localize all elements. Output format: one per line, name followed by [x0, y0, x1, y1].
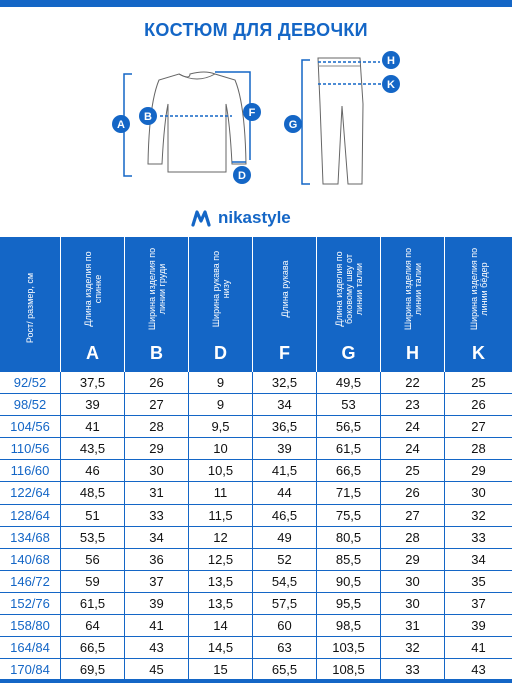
- column-header-label: Ширина изделия по линии талии: [402, 247, 423, 330]
- size-cell: 92/52: [13, 375, 47, 390]
- measure-cell: 85,5: [316, 549, 380, 571]
- marker-h: H: [387, 55, 395, 67]
- column-header-label: Ширина изделия по линии груди: [146, 247, 167, 330]
- measure-cell: 30: [444, 482, 512, 504]
- size-cell: 152/76: [10, 595, 50, 611]
- measure-cell: 41: [444, 637, 512, 659]
- measure-cell: 51: [60, 505, 124, 527]
- size-table: [0, 237, 512, 683]
- measure-cell: 53: [316, 394, 380, 416]
- measure-cell: 12,5: [188, 549, 252, 571]
- measure-cell: 13,5: [188, 571, 252, 593]
- measure-cell: 54,5: [252, 571, 316, 593]
- measure-cell: 53,5: [60, 527, 124, 549]
- column-letter: D: [214, 343, 227, 363]
- measure-cell: 56,5: [316, 416, 380, 438]
- measure-cell: 30: [380, 593, 444, 615]
- measure-cell: 36: [124, 549, 188, 571]
- measure-cell: 66,5: [316, 460, 380, 482]
- size-cell: 170/84: [10, 662, 50, 678]
- table-row: [0, 416, 512, 438]
- measure-cell: 48,5: [60, 482, 124, 504]
- measure-cell: 39: [444, 615, 512, 637]
- measure-cell: 90,5: [316, 571, 380, 593]
- column-header: [316, 237, 380, 372]
- table-row: [0, 637, 512, 659]
- measure-cell: 39: [252, 438, 316, 460]
- column-header: [124, 237, 188, 372]
- measure-cell: 24: [380, 438, 444, 460]
- column-letter: F: [279, 343, 290, 363]
- column-header: [0, 237, 60, 372]
- measure-cell: 31: [380, 615, 444, 637]
- measure-cell: 27: [380, 505, 444, 527]
- measure-cell: 71,5: [316, 482, 380, 504]
- column-header: [380, 237, 444, 372]
- measure-cell: 46,5: [252, 505, 316, 527]
- measure-cell: 29: [380, 549, 444, 571]
- marker-f: F: [248, 107, 256, 119]
- marker-k: K: [387, 79, 395, 91]
- marker-g: G: [288, 119, 298, 131]
- measure-cell: 33: [124, 505, 188, 527]
- measure-cell: 26: [124, 372, 188, 394]
- column-letter: A: [86, 343, 99, 363]
- size-cell: 158/80: [10, 618, 50, 634]
- measure-cell: 29: [124, 438, 188, 460]
- table-row: [0, 482, 512, 504]
- measure-cell: 34: [124, 527, 188, 549]
- measure-cell: 28: [124, 416, 188, 438]
- measure-cell: 27: [444, 416, 512, 438]
- measure-cell: 66,5: [60, 637, 124, 659]
- column-header-label: Ширина рукава по низу: [210, 250, 231, 327]
- measure-cell: 32: [444, 505, 512, 527]
- measure-cell: 41: [124, 615, 188, 637]
- measure-cell: 10,5: [188, 460, 252, 482]
- size-cell: 116/60: [10, 463, 50, 479]
- measure-cell: 37: [124, 571, 188, 593]
- column-header: [252, 237, 316, 372]
- measure-cell: 27: [124, 394, 188, 416]
- measure-cell: 33: [380, 659, 444, 681]
- measure-cell: 10: [188, 438, 252, 460]
- measure-cell: 11,5: [188, 505, 252, 527]
- measure-cell: 29: [444, 460, 512, 482]
- measure-cell: 25: [380, 460, 444, 482]
- table-row: [0, 372, 512, 394]
- table-row: [0, 394, 512, 416]
- column-header-label: Длина рукава: [279, 259, 290, 318]
- measure-cell: 22: [380, 372, 444, 394]
- measure-cell: 49,5: [316, 372, 380, 394]
- measure-cell: 32,5: [252, 372, 316, 394]
- measure-cell: 80,5: [316, 527, 380, 549]
- size-cell: 134/68: [10, 529, 50, 545]
- table-row: [0, 615, 512, 637]
- measure-cell: 59: [60, 571, 124, 593]
- measure-cell: 23: [380, 394, 444, 416]
- measure-cell: 9: [188, 394, 252, 416]
- measure-cell: 56: [60, 549, 124, 571]
- measure-cell: 103,5: [316, 637, 380, 659]
- measure-cell: 64: [60, 615, 124, 637]
- measure-cell: 26: [380, 482, 444, 504]
- measure-cell: 60: [252, 615, 316, 637]
- measure-cell: 24: [380, 416, 444, 438]
- measure-cell: 69,5: [60, 659, 124, 681]
- measure-cell: 46: [60, 460, 124, 482]
- measure-cell: 32: [380, 637, 444, 659]
- table-row: [0, 527, 512, 549]
- column-letter: B: [150, 343, 163, 363]
- measure-cell: 34: [444, 549, 512, 571]
- measure-cell: 45: [124, 659, 188, 681]
- garment-diagram: [0, 44, 512, 204]
- measure-cell: 9,5: [188, 416, 252, 438]
- measure-cell: 108,5: [316, 659, 380, 681]
- measure-cell: 37,5: [60, 372, 124, 394]
- measure-cell: 61,5: [316, 438, 380, 460]
- brand-name: nikastyle: [218, 208, 291, 227]
- measure-cell: 49: [252, 527, 316, 549]
- bottom-stripe: [0, 679, 512, 683]
- size-cell: 164/84: [10, 640, 50, 656]
- measure-cell: 57,5: [252, 593, 316, 615]
- measure-cell: 65,5: [252, 659, 316, 681]
- measure-cell: 44: [252, 482, 316, 504]
- measure-cell: 31: [124, 482, 188, 504]
- column-header: [444, 237, 512, 372]
- size-cell: 140/68: [10, 551, 50, 567]
- brand-mark-icon: [190, 207, 212, 229]
- measure-cell: 34: [252, 394, 316, 416]
- size-cell: 128/64: [10, 507, 50, 523]
- measure-cell: 14: [188, 615, 252, 637]
- size-cell: 122/64: [10, 485, 50, 501]
- column-letter: K: [472, 343, 485, 363]
- measure-cell: 30: [124, 460, 188, 482]
- table-row: [0, 505, 512, 527]
- size-cell: 110/56: [10, 441, 50, 457]
- measure-cell: 98,5: [316, 615, 380, 637]
- table-header: [0, 237, 512, 372]
- column-letter: H: [406, 343, 419, 363]
- marker-a: A: [117, 119, 125, 131]
- table-row: [0, 593, 512, 615]
- size-cell: 104/56: [10, 419, 50, 435]
- brand-logo: [190, 205, 291, 231]
- column-header-label: Рост/ размер, см: [25, 272, 35, 343]
- table-row: [0, 549, 512, 571]
- measure-cell: 75,5: [316, 505, 380, 527]
- measure-cell: 37: [444, 593, 512, 615]
- marker-d: D: [238, 170, 246, 182]
- measure-cell: 95,5: [316, 593, 380, 615]
- measure-cell: 28: [444, 438, 512, 460]
- measure-cell: 36,5: [252, 416, 316, 438]
- measure-cell: 15: [188, 659, 252, 681]
- column-letter: G: [341, 343, 356, 363]
- measure-cell: 28: [380, 527, 444, 549]
- measure-cell: 13,5: [188, 593, 252, 615]
- measure-cell: 39: [60, 394, 124, 416]
- measure-cell: 33: [444, 527, 512, 549]
- measure-cell: 26: [444, 394, 512, 416]
- size-cell: 98/52: [13, 397, 47, 413]
- column-header: [188, 237, 252, 372]
- measure-cell: 43: [124, 637, 188, 659]
- column-header-label: Длина изделия по спинке: [82, 250, 103, 327]
- column-header-label: Ширина изделия по линии бёдер: [468, 247, 489, 330]
- measure-cell: 9: [188, 372, 252, 394]
- size-cell: 146/72: [10, 573, 50, 589]
- page-title: КОСТЮМ ДЛЯ ДЕВОЧКИ: [144, 20, 368, 40]
- measure-cell: 41,5: [252, 460, 316, 482]
- measure-cell: 61,5: [60, 593, 124, 615]
- table-row: [0, 659, 512, 681]
- table-row: [0, 460, 512, 482]
- measure-cell: 39: [124, 593, 188, 615]
- marker-b: B: [144, 111, 152, 123]
- column-header-label: Длина изделия по боковому шву от линии талии: [333, 250, 364, 327]
- table-row: [0, 438, 512, 460]
- measure-cell: 43: [444, 659, 512, 681]
- measure-cell: 25: [444, 372, 512, 394]
- measure-cell: 52: [252, 549, 316, 571]
- measure-cell: 12: [188, 527, 252, 549]
- measure-cell: 41: [60, 416, 124, 438]
- measure-cell: 30: [380, 571, 444, 593]
- measure-cell: 63: [252, 637, 316, 659]
- measure-cell: 35: [444, 571, 512, 593]
- table-row: [0, 571, 512, 593]
- measure-cell: 11: [188, 482, 252, 504]
- column-header: [60, 237, 124, 372]
- measure-cell: 14,5: [188, 637, 252, 659]
- measure-cell: 43,5: [60, 438, 124, 460]
- top-stripe: [0, 0, 512, 7]
- table-body: [0, 372, 512, 681]
